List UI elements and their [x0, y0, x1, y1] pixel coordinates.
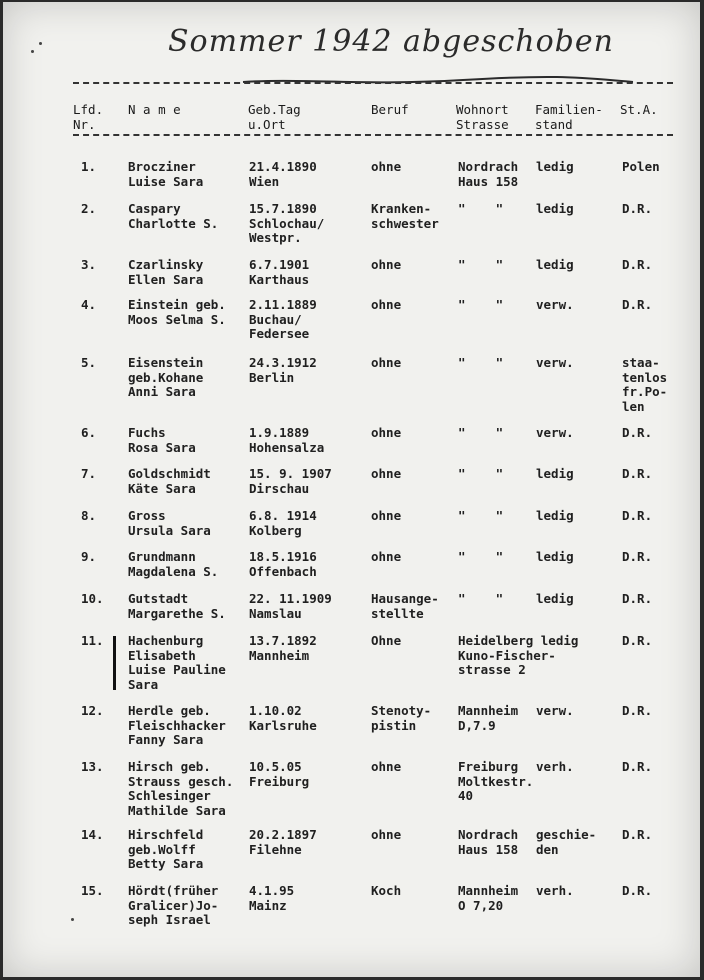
row-marital-status: ledig — [536, 159, 574, 174]
row-citizenship: D.R. — [622, 257, 653, 272]
row-name: Fuchs Rosa Sara — [128, 425, 196, 455]
row-occupation: ohne — [371, 759, 402, 774]
row-number: 2. — [81, 201, 97, 216]
row-marital-status: ledig — [536, 591, 574, 606]
header-name: N a m e — [128, 102, 181, 117]
row-birth: 6.8. 1914 Kolberg — [249, 508, 317, 538]
row-address: " " — [458, 466, 504, 481]
handwritten-title: Sommer 1942 abgeschoben — [168, 24, 614, 59]
row-birth: 18.5.1916 Offenbach — [249, 549, 317, 579]
header-birth: Geb.Tag u.Ort — [248, 102, 301, 132]
row-occupation: ohne — [371, 355, 402, 370]
row-birth: 24.3.1912 Berlin — [249, 355, 317, 385]
row-address: Nordrach Haus 158 — [458, 827, 519, 857]
row-marital-status: geschie- den — [536, 827, 597, 857]
row-citizenship: D.R. — [622, 633, 653, 648]
row-birth: 21.4.1890 Wien — [249, 159, 317, 189]
row-number: 4. — [81, 297, 97, 312]
row-birth: 15. 9. 1907 Dirschau — [249, 466, 332, 496]
row-address: " " — [458, 355, 504, 370]
row-citizenship: D.R. — [622, 297, 653, 312]
row-number: 9. — [81, 549, 97, 564]
row-occupation: Koch — [371, 883, 402, 898]
row-occupation: ohne — [371, 425, 402, 440]
row-address: " " — [458, 549, 504, 564]
header-no: Lfd. Nr. — [73, 102, 104, 132]
row-marital-status: ledig — [536, 201, 574, 216]
row-address: " " — [458, 201, 504, 216]
row-occupation: ohne — [371, 508, 402, 523]
row-number: 14. — [81, 827, 104, 842]
row-number: 1. — [81, 159, 97, 174]
row-citizenship: Polen — [622, 159, 660, 174]
row-name: Gross Ursula Sara — [128, 508, 211, 538]
row-name: Czarlinsky Ellen Sara — [128, 257, 204, 287]
row-address: Nordrach Haus 158 — [458, 159, 519, 189]
header-sta: St.A. — [620, 102, 658, 117]
row-citizenship: D.R. — [622, 591, 653, 606]
row-name: Goldschmidt Käte Sara — [128, 466, 211, 496]
row-number: 7. — [81, 466, 97, 481]
row-occupation: Hausange- stellte — [371, 591, 439, 621]
row-marital-status: ledig — [536, 466, 574, 481]
row-birth: 20.2.1897 Filehne — [249, 827, 317, 857]
row-name: Brocziner Luise Sara — [128, 159, 204, 189]
row-occupation: ohne — [371, 466, 402, 481]
row-birth: 6.7.1901 Karthaus — [249, 257, 310, 287]
row-marital-status: verw. — [536, 297, 574, 312]
row-citizenship: staa- tenlos fr.Po- len — [622, 355, 668, 414]
row-birth: 22. 11.1909 Namslau — [249, 591, 332, 621]
handwritten-strike — [163, 20, 683, 100]
row-citizenship: D.R. — [622, 549, 653, 564]
row-name: Herdle geb. Fleischhacker Fanny Sara — [128, 703, 226, 747]
document-page — [3, 2, 700, 977]
row-number: 6. — [81, 425, 97, 440]
row-number: 3. — [81, 257, 97, 272]
row-marital-status: verh. — [536, 883, 574, 898]
header-addr: Wohnort Strasse — [456, 102, 509, 132]
row-occupation: ohne — [371, 549, 402, 564]
row-occupation: ohne — [371, 297, 402, 312]
row-name: Hachenburg Elisabeth Luise Pauline Sara — [128, 633, 226, 692]
row-occupation: Kranken- schwester — [371, 201, 439, 231]
row-number: 15. — [81, 883, 104, 898]
row-address: " " — [458, 297, 504, 312]
row-citizenship: D.R. — [622, 883, 653, 898]
row-occupation: ohne — [371, 257, 402, 272]
row-name: Hirsch geb. Strauss gesch. Schlesinger Mathilde Sara — [128, 759, 234, 818]
row-address: " " — [458, 508, 504, 523]
row-marital-status: ledig — [536, 257, 574, 272]
row-name: Caspary Charlotte S. — [128, 201, 219, 231]
row-birth: 4.1.95 Mainz — [249, 883, 295, 913]
row-marital-status: verh. — [536, 759, 574, 774]
row-name: Grundmann Magdalena S. — [128, 549, 219, 579]
row-marital-status: verw. — [536, 425, 574, 440]
row-birth: 2.11.1889 Buchau/ Federsee — [249, 297, 317, 341]
row-marital-status: verw. — [536, 703, 574, 718]
row-occupation: Stenoty- pistin — [371, 703, 432, 733]
row-number: 11. — [81, 633, 104, 648]
row-citizenship: D.R. — [622, 827, 653, 842]
row-address: Freiburg Moltkestr. 40 — [458, 759, 534, 803]
row-citizenship: D.R. — [622, 759, 653, 774]
row-occupation: ohne — [371, 827, 402, 842]
row-citizenship: D.R. — [622, 703, 653, 718]
header-fam: Familien- stand — [535, 102, 603, 132]
row-citizenship: D.R. — [622, 425, 653, 440]
row-birth: 15.7.1890 Schlochau/ Westpr. — [249, 201, 325, 245]
row-address: Heidelberg ledig Kuno-Fischer- strasse 2 — [458, 633, 579, 677]
row-citizenship: D.R. — [622, 201, 653, 216]
row-address: " " — [458, 591, 504, 606]
row-citizenship: D.R. — [622, 508, 653, 523]
margin-mark — [113, 636, 116, 690]
row-occupation: ohne — [371, 159, 402, 174]
header-job: Beruf — [371, 102, 409, 117]
row-marital-status: ledig — [536, 549, 574, 564]
row-name: Gutstadt Margarethe S. — [128, 591, 226, 621]
row-marital-status: verw. — [536, 355, 574, 370]
row-number: 10. — [81, 591, 104, 606]
row-birth: 13.7.1892 Mannheim — [249, 633, 317, 663]
row-birth: 1.10.02 Karlsruhe — [249, 703, 317, 733]
row-address: " " — [458, 425, 504, 440]
row-birth: 10.5.05 Freiburg — [249, 759, 310, 789]
row-citizenship: D.R. — [622, 466, 653, 481]
row-name: Hördt(früher Gralicer)Jo- seph Israel — [128, 883, 219, 927]
top-divider — [73, 82, 673, 84]
row-occupation: Ohne — [371, 633, 402, 648]
row-marital-status: ledig — [536, 508, 574, 523]
row-address: " " — [458, 257, 504, 272]
row-number: 5. — [81, 355, 97, 370]
row-number: 8. — [81, 508, 97, 523]
row-number: 12. — [81, 703, 104, 718]
row-address: Mannheim D,7.9 — [458, 703, 519, 733]
row-address: Mannheim O 7,20 — [458, 883, 519, 913]
row-number: 13. — [81, 759, 104, 774]
row-name: Einstein geb. Moos Selma S. — [128, 297, 226, 327]
row-name: Eisenstein geb.Kohane Anni Sara — [128, 355, 204, 399]
row-birth: 1.9.1889 Hohensalza — [249, 425, 325, 455]
row-name: Hirschfeld geb.Wolff Betty Sara — [128, 827, 204, 871]
header-divider — [73, 134, 673, 136]
